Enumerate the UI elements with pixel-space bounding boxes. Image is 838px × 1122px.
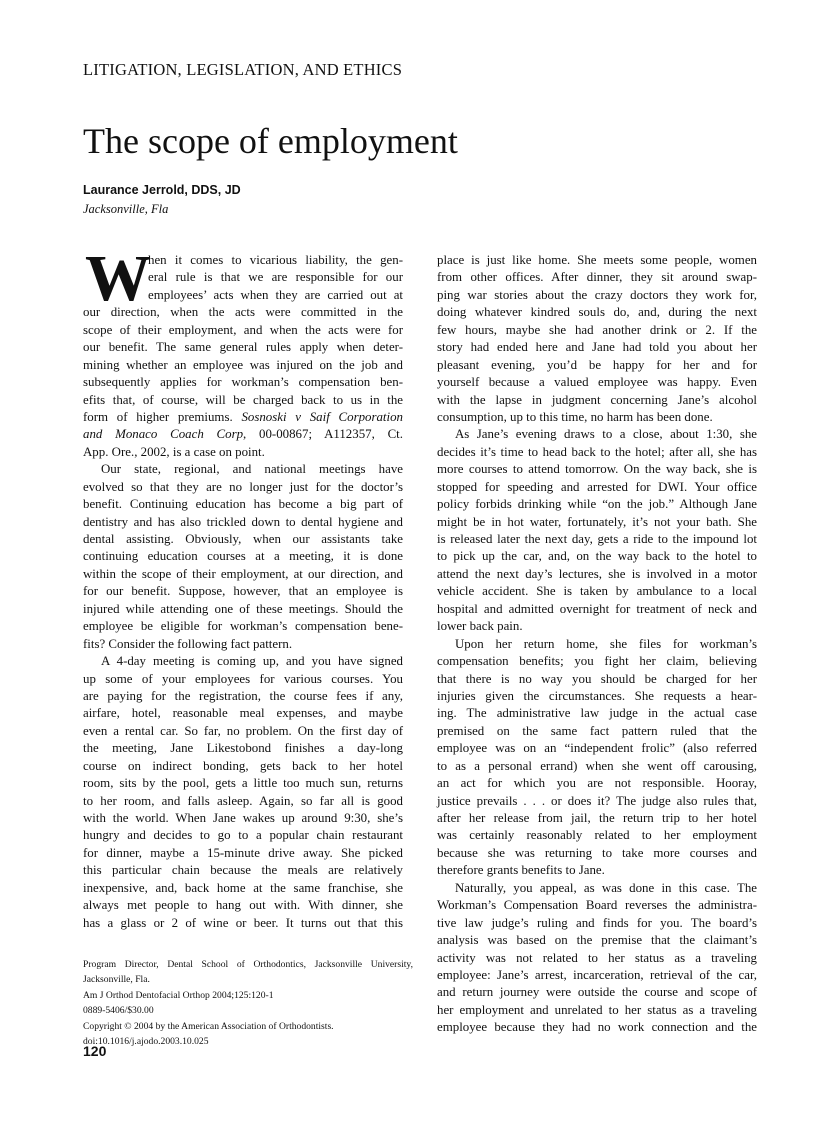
paragraph <box>83 653 403 932</box>
text-line: decides it’s time to head back to the hotel; after all, she has <box>437 444 757 459</box>
author-affiliation: Jacksonville, Fla <box>83 202 169 216</box>
footnote-issn: 0889-5406/$30.00 <box>83 1005 154 1017</box>
text-line: more courses to attend tomorrow. On the way back, she is <box>437 462 757 477</box>
text-line: compensation benefits; you fight her claim, believing <box>437 654 757 669</box>
text-span: , 00-00867; A112357, Ct. <box>243 427 403 442</box>
text-line: is released later the next day, gets a ride to the impound lot <box>437 532 757 546</box>
footnote-affiliation: Program Director, Dental School of Orthodontics, Jacksonville University, <box>83 959 413 970</box>
text-line: always met people to hang out with. With dinner, she <box>83 898 403 913</box>
page-number: 120 <box>83 1043 107 1059</box>
text-line: employees’ acts when they are carried out at <box>148 287 403 302</box>
text-line: hospital and admitted overnight for treatment of neck and <box>437 601 757 616</box>
text-line: airfare, hotel, reasonable meal expenses, and maybe <box>83 706 403 721</box>
text-line: an act for which you are not responsible. Hooray, <box>437 776 757 791</box>
text-line: Workman’s Compensation Board reverses the administra- <box>437 898 757 913</box>
text-line: that there is no way you should be charged for her <box>437 671 757 686</box>
text-line <box>83 409 403 426</box>
text-line: has a glass or 2 of wine or beer. It turns out that this <box>83 915 403 930</box>
text-line: therefore grants benefits to Jane. <box>437 863 605 878</box>
text-line: efits that, of course, will be charged back to us in the <box>83 392 403 407</box>
text-line: employee: Jane’s arrest, incarceration, retrieval of the car, <box>437 967 757 982</box>
text-line: stopped for speeding and arrested for DWI. Your office <box>437 479 757 494</box>
paragraph <box>437 426 757 635</box>
text-line: place is just like home. She meets some people, women <box>437 253 757 267</box>
text-line: are paying for the registration, the course fees if any, <box>83 688 403 703</box>
text-line: story had ended here and Jane had told you about her <box>437 340 757 355</box>
text-line: App. Ore., 2002, is a case on point. <box>83 444 265 459</box>
author-name: Laurance Jerrold, DDS, JD <box>83 183 241 197</box>
text-span: form of higher premiums. <box>83 409 242 424</box>
text-line: to as a personal errand) when she went off carousing, <box>437 758 757 773</box>
text-line: few hours, maybe she had another drink or 2. If the <box>437 322 757 337</box>
text-line: hen it comes to vicarious liability, the gen- <box>148 253 403 267</box>
drop-cap: W <box>85 242 151 315</box>
text-line: inexpensive, and, back home at the same franchise, she <box>83 880 403 895</box>
text-line: within the scope of their employment, at our direction, and <box>83 566 403 581</box>
article-title: The scope of employment <box>83 121 458 161</box>
text-line: pleasant evening, you’d be happy for her and for <box>437 357 757 372</box>
text-line: our direction, when the acts were committed in the <box>83 305 403 320</box>
text-line: tive law judge’s ruling and finds for you. The board’s <box>437 915 757 930</box>
text-line: because she was returning to take more courses and <box>437 845 757 860</box>
text-line: for our benefit. Suppose, however, that an employee is <box>83 584 403 599</box>
text-line: analysis was based on the premise that the claimant’s <box>437 933 757 948</box>
text-line: doing whatever kindred souls do, and, during the next <box>437 305 757 320</box>
text-line: after her release from jail, the return trip to her hotel <box>437 811 757 825</box>
text-line: benefit. Continuing education has become a big part of <box>83 497 403 512</box>
text-line: ing. The administrative law judge in the actual case <box>437 706 757 721</box>
text-line: for dinner, maybe a 15-minute drive away. She picked <box>83 845 403 860</box>
text-line: with the lapse in judgment concerning Jane’s alcohol <box>437 392 757 407</box>
text-line: ping war stories about the crazy doctors they work for, <box>437 287 757 302</box>
text-line: As Jane’s evening draws to a close, about 1:30, she <box>455 427 757 442</box>
text-line: employee be eligible for workman’s compensation bene- <box>83 619 403 634</box>
text-line: Upon her return home, she files for workman’s <box>455 636 757 651</box>
paragraph <box>437 880 757 1037</box>
text-line: injuries given the circumstances. She requests a hear- <box>437 688 757 703</box>
text-line: Naturally, you appeal, as was done in this case. The <box>455 880 757 895</box>
text-line: employee was on an “independent frolic” (also referred <box>437 741 757 756</box>
text-line: activity was not related to her status as a traveling <box>437 950 757 965</box>
text-line: policy forbids drinking while “on the job.” Although Jane <box>437 497 757 512</box>
text-line: employee because they had no work connection and the <box>437 1020 757 1035</box>
paragraph <box>437 252 757 426</box>
paragraph <box>437 636 757 880</box>
text-line: and return journey were outside the course and scope of <box>437 985 757 1000</box>
right-column <box>437 252 757 1037</box>
text-line: with the world. When Jane wakes up around 9:30, she’s <box>83 811 403 825</box>
text-line: continuing education courses at a meeting, it is done <box>83 549 403 564</box>
text-line <box>83 426 403 443</box>
text-line: premised on the same fact pattern ruled that the <box>437 723 757 738</box>
footnote-copyright: Copyright © 2004 by the American Association of Orthodontists. <box>83 1020 334 1032</box>
text-line: subsequently applies for workman’s compensation ben- <box>83 375 403 390</box>
text-line: eral rule is that we are responsible for our <box>148 270 403 285</box>
section-heading: LITIGATION, LEGISLATION, AND ETHICS <box>83 60 403 79</box>
text-line: dental assisting. Obviously, when our assistants take <box>83 532 403 546</box>
text-line: justice prevails . . . or does it? The judge also rules that, <box>437 793 757 808</box>
text-line: to pick up the car, and, on the way back to the hotel to <box>437 549 757 564</box>
text-line: our benefit. The same general rules apply when deter- <box>83 340 403 355</box>
text-line: her employment and unrelated to her status as a traveling <box>437 1002 757 1017</box>
text-line: dentistry and has also trickled down to dental hygiene and <box>83 514 403 529</box>
text-line: from other offices. After dinner, they sit around swap- <box>437 270 757 285</box>
text-line: injured while attending one of these meetings. Should the <box>83 601 403 616</box>
text-line: course on indirect bonding, gets back to her hotel <box>83 758 403 773</box>
text-line: A 4-day meeting is coming up, and you have signed <box>101 654 403 669</box>
text-line: attend the next day’s lectures, she is involved in a motor <box>437 566 757 581</box>
text-line: room, sits by the pool, gets a little too much sun, returns <box>83 776 403 791</box>
text-line: consumption, up to this time, no harm has been done. <box>437 409 713 424</box>
text-line: evolved so that they are no longer just for the doctor’s <box>83 479 403 494</box>
paragraph <box>83 461 403 653</box>
text-line: up some of your employees for various courses. You <box>83 671 403 686</box>
text-line: this particular chain because the meals are relatively <box>83 863 403 878</box>
text-line: even a rental car. So far, no problem. On the first day of <box>83 723 403 738</box>
text-line: vehicle accident. She is taken by ambulance to a local <box>437 584 757 599</box>
case-citation: Sosnoski v Saif Corporation <box>241 409 403 424</box>
footnote-doi: doi:10.1016/j.ajodo.2003.10.025 <box>83 1036 209 1048</box>
text-line: the meeting, Jane Likestobond finishes a day-long <box>83 741 403 756</box>
left-column <box>83 242 403 932</box>
text-line: might be in hot water, fortunately, it’s not your bath. She <box>437 514 757 529</box>
text-line: was certainly reasonably related to her employment <box>437 828 757 843</box>
text-line: hungry and decides to go to a popular chain restaurant <box>83 828 403 843</box>
text-line: to her room, and falls asleep. Again, so far all is good <box>83 793 403 808</box>
footnote <box>83 957 413 1049</box>
text-line: fits? Consider the following fact pattern. <box>83 636 293 651</box>
text-line: lower back pain. <box>437 619 523 634</box>
footnote-affiliation-cont: Jacksonville, Fla. <box>83 974 150 986</box>
text-line: scope of their employment, and when the acts were for <box>83 322 403 337</box>
text-line: Our state, regional, and national meetings have <box>101 462 403 477</box>
text-line: mining whether an employee was injured on the job and <box>83 357 403 372</box>
footnote-citation: Am J Orthod Dentofacial Orthop 2004;125:120-1 <box>83 989 274 1001</box>
case-citation: and Monaco Coach Corp <box>83 427 244 442</box>
text-line: yourself because a valued employee was happy. Even <box>437 375 757 390</box>
